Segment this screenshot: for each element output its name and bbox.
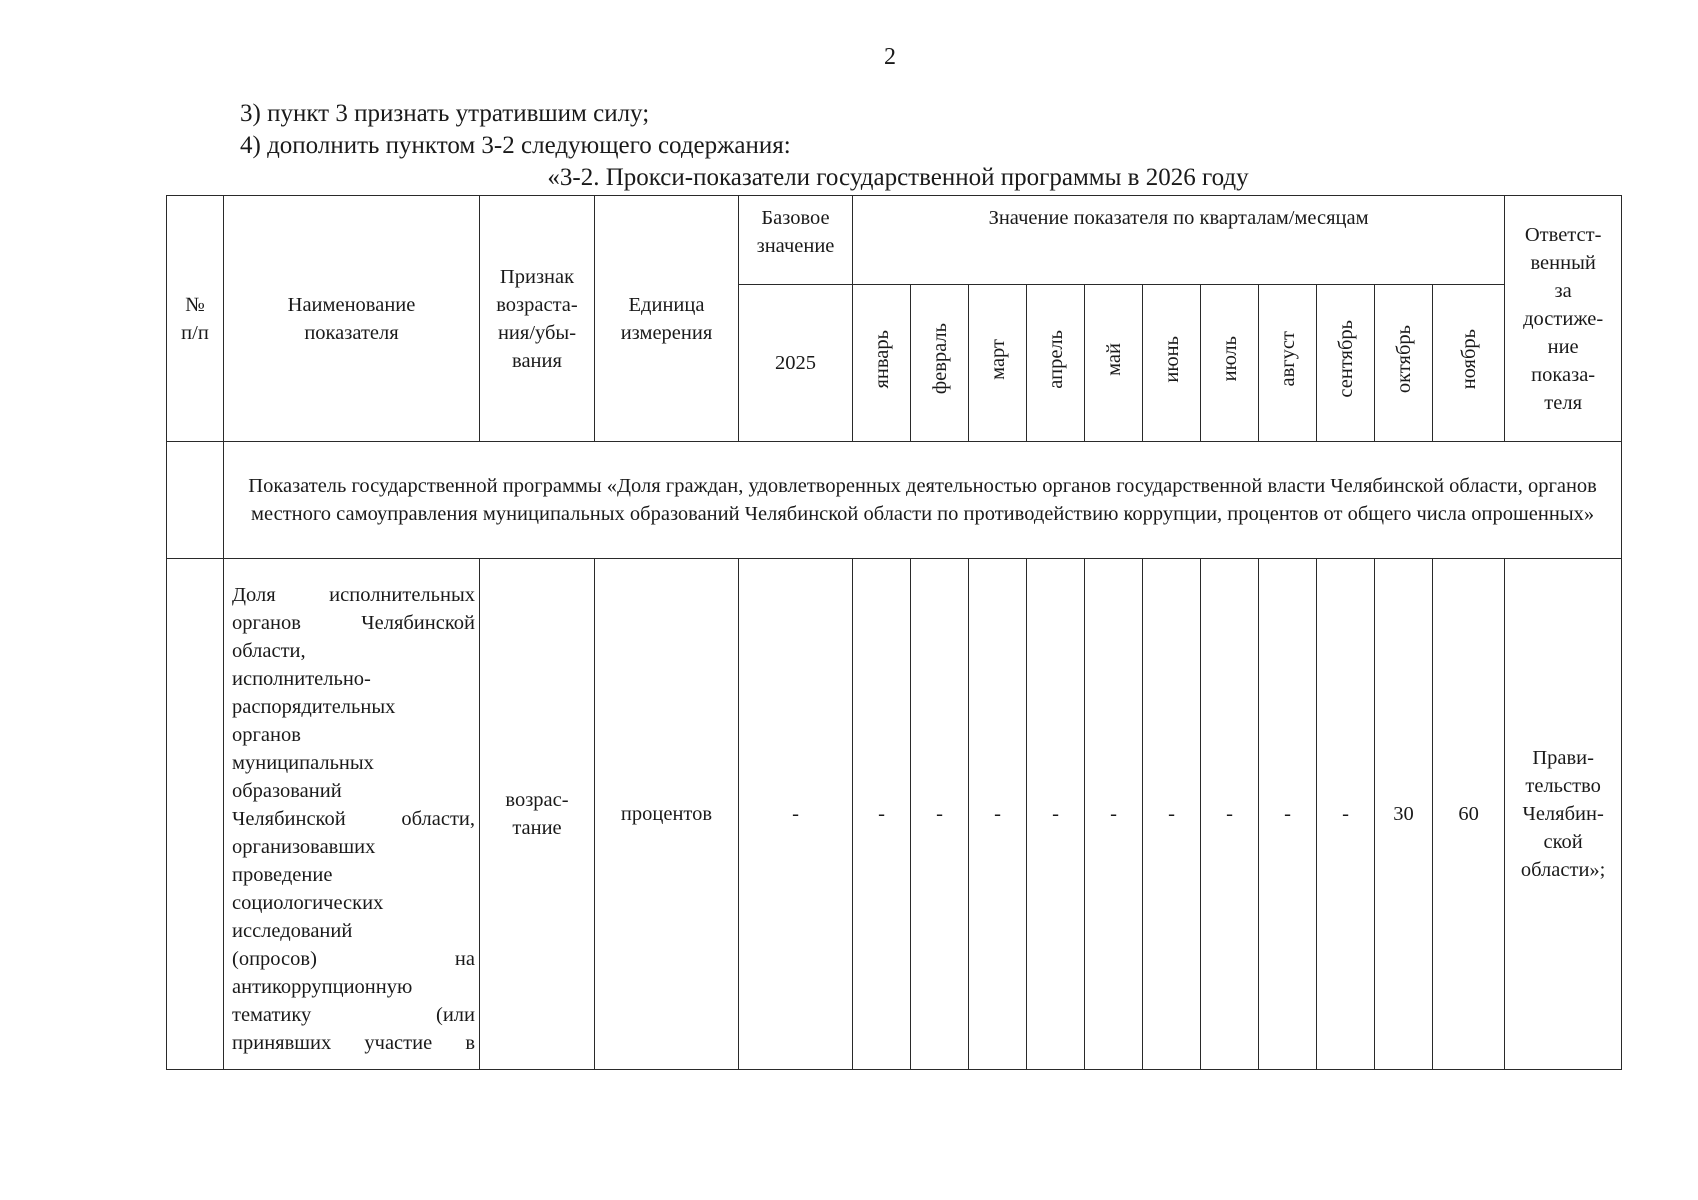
header-unit: Единица измерения — [595, 196, 739, 442]
month-value: 60 — [1433, 559, 1505, 1070]
paragraph-item-4: 4) дополнить пунктом 3-2 следующего содержания: — [240, 132, 791, 159]
indicator-responsible: Прави- тельство Челябин- ской области»; — [1505, 559, 1622, 1070]
table-caption: «3-2. Прокси-показатели государственной программы в 2026 году — [547, 164, 1249, 191]
header-name: Наименование показателя — [224, 196, 480, 442]
table-header-row-1 — [167, 196, 1622, 285]
month-value: - — [853, 559, 911, 1070]
month-value: - — [1143, 559, 1201, 1070]
month-value: - — [1259, 559, 1317, 1070]
indicator-base-value: - — [739, 559, 853, 1070]
header-month: март — [969, 285, 1027, 442]
header-trend: Признак возраста- ния/убы- вания — [480, 196, 595, 442]
header-base-value: Базовое значение — [739, 196, 853, 285]
header-month: сентябрь — [1317, 285, 1375, 442]
table-row — [167, 559, 1622, 1070]
month-value: 30 — [1375, 559, 1433, 1070]
month-value: - — [1027, 559, 1085, 1070]
month-value: - — [1201, 559, 1259, 1070]
header-month: апрель — [1027, 285, 1085, 442]
month-value: - — [969, 559, 1027, 1070]
paragraph-item-3: 3) пункт 3 признать утратившим силу; — [240, 100, 650, 127]
month-value: - — [1317, 559, 1375, 1070]
header-month: октябрь — [1375, 285, 1433, 442]
header-month: ноябрь — [1433, 285, 1505, 442]
month-value: - — [911, 559, 969, 1070]
page-number: 2 — [884, 44, 896, 70]
table-section-row — [167, 442, 1622, 559]
section-title: Показатель государственной программы «Доля граждан, удовлетворенных деятельностью органов государственной власти Челябинской области, органов местного самоуправления муниципальных образований Челябинской области по противодействию коррупции, процентов от общего числа опрошенных» — [224, 442, 1622, 559]
month-value: - — [1085, 559, 1143, 1070]
proxy-indicators-table — [166, 195, 1622, 1070]
header-month: июнь — [1143, 285, 1201, 442]
indicator-unit: процентов — [595, 559, 739, 1070]
header-month: май — [1085, 285, 1143, 442]
header-responsible: Ответст- венный за достиже- ние показа- теля — [1505, 196, 1622, 442]
indicator-trend: возрас- тание — [480, 559, 595, 1070]
header-values-by-period: Значение показателя по кварталам/месяцам — [853, 196, 1505, 285]
header-month: август — [1259, 285, 1317, 442]
header-month: январь — [853, 285, 911, 442]
row-num-cell — [167, 559, 224, 1070]
indicator-name: Доля исполнительных органов Челябинской области, исполнительно- распорядительных органов муниципальных образований Челябинской области, организовавших проведение социологических исследований (опросов) на антикоррупционную тематику (или принявших участие в — [224, 559, 480, 1070]
section-num-cell — [167, 442, 224, 559]
header-month: февраль — [911, 285, 969, 442]
header-num: № п/п — [167, 196, 224, 442]
header-month: июль — [1201, 285, 1259, 442]
header-base-year: 2025 — [739, 285, 853, 442]
